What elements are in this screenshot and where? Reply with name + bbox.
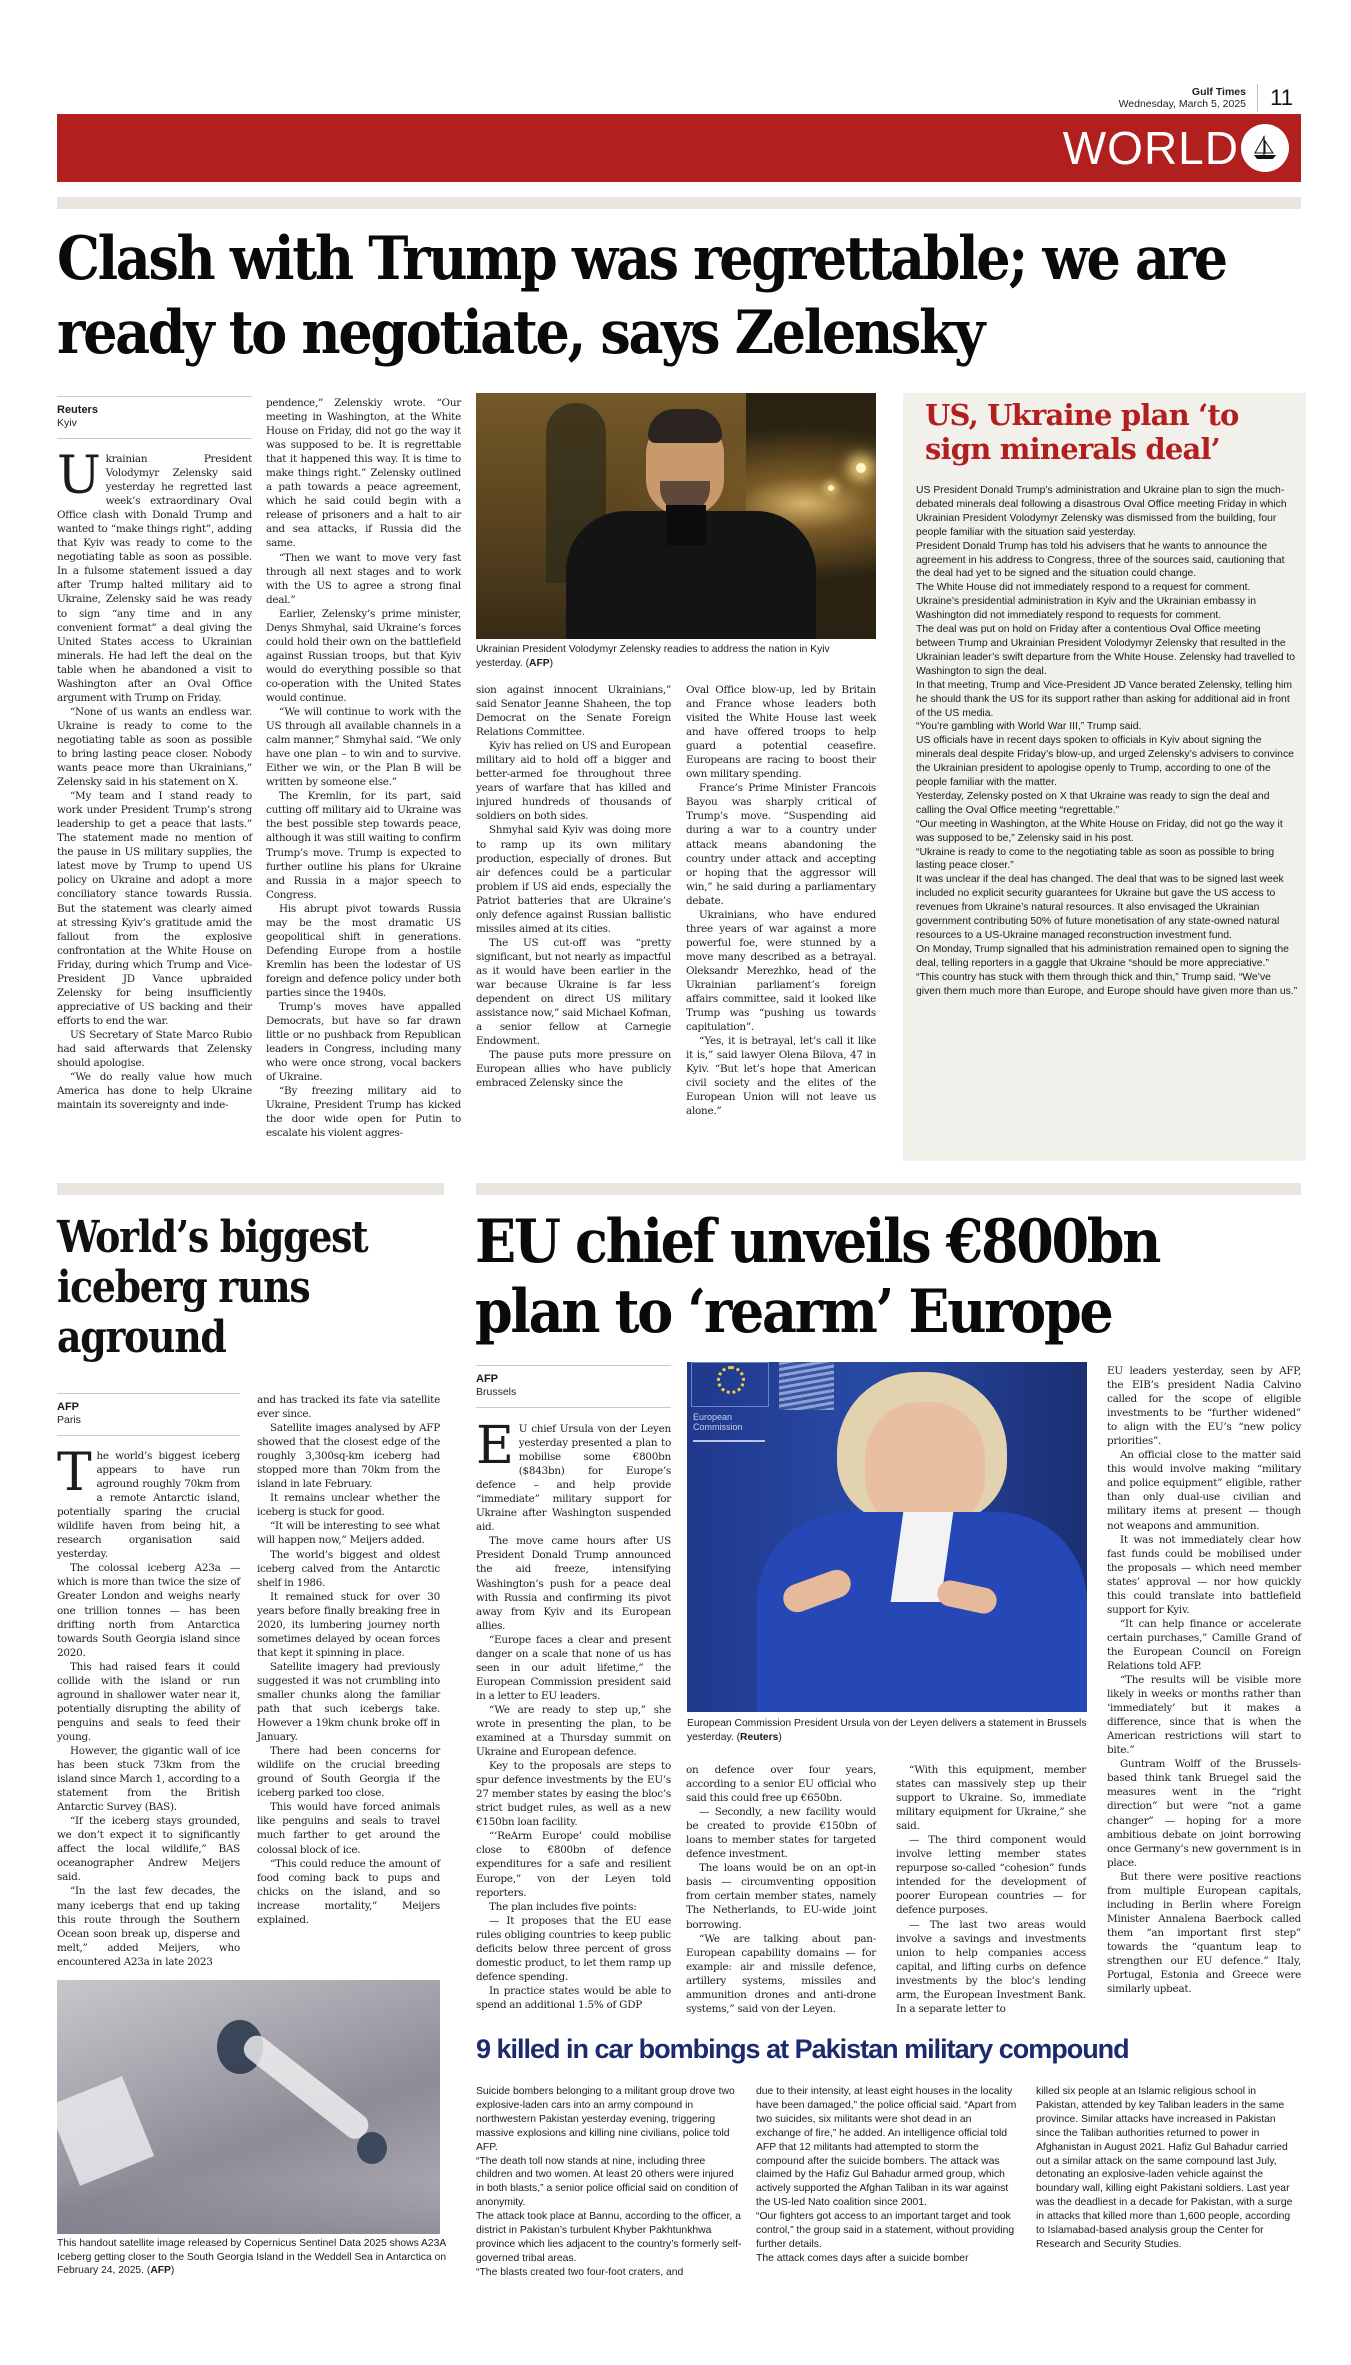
paragraph: “Then we want to move very fast through all next stages and to work with the US to agree a strong final deal.” bbox=[266, 551, 461, 606]
paragraph: Kyiv has relied on US and European military aid to hold off a bigger and better-armed foe throughout three years of warfare that has killed and injured hundreds of thousands of soldiers on both sides. bbox=[476, 740, 671, 823]
paragraph: on defence over four years, according to a senior EU official who said this could free up €650bn. bbox=[686, 1764, 876, 1805]
paragraph: “Yes, it is betrayal, let’s call it like it is,” said lawyer Olena Bilova, 47 in Kyiv. “But let’s hope that American civil society and the elites of the European Union will not leave us alone.” bbox=[686, 1035, 876, 1118]
byline-dateline: Kyiv bbox=[57, 417, 77, 429]
paragraph: “We will continue to work with the US through all available channels in a calm manner,” Shmyhal said. “We only have one plan – to win and to survive. Either we win, or the Plan B will be written by someone else.” bbox=[266, 706, 461, 789]
photo-credit: AFP bbox=[150, 2265, 171, 2276]
paragraph: — It proposes that the EU ease rules obliging countries to keep public deficits below three percent of gross domestic product, to let them ramp up defence spending. bbox=[476, 1914, 671, 1983]
paragraph: The world’s biggest and oldest iceberg calved from the Antarctic shelf in 1986. bbox=[257, 1548, 440, 1589]
byline-dateline: Brussels bbox=[476, 1386, 517, 1398]
paragraph: It remains unclear whether the iceberg is stuck for good. bbox=[257, 1492, 440, 1519]
zelensky-column-3 bbox=[476, 683, 671, 1090]
paragraph: The attack took place at Bannu, according to the officer, a district in Pakistan’s turbulent Khyber Pakhtunkhwa province which lies adjacent to the country’s formerly self-governed tribal areas. bbox=[476, 2211, 742, 2264]
paragraph: “If the iceberg stays grounded, we don’t expect it to significantly affect the local wildlife,” BAS oceanographer Andrew Meijers said. bbox=[57, 1815, 240, 1884]
paragraph: His abrupt pivot towards Russia may be the most dramatic US geopolitical shift in generations. Defending Europe from a hostile Kremlin has been the lodestar of US foreign and defence policy under both parties since the 1940s. bbox=[266, 902, 461, 999]
paragraph: “By freezing military aid to Ukraine, President Trump has kicked the door wide open for Putin to escalate his violent aggres- bbox=[266, 1085, 461, 1140]
paragraph: Ukrainians, who have endured three years of war against a more powerful foe, were stunned by a move many described as a betrayal. Oleksandr Merezhko, head of the Ukrainian parliament’s foreign affairs committee, said it looked like Trump was “pushing us towards capitulation”. bbox=[686, 908, 876, 1034]
paragraph: On Monday, Trump signalled that his administration remained open to signing the deal, telling reporters in a gaggle that Ukraine “should be more appreciative.” bbox=[916, 943, 1289, 969]
paragraph: In that meeting, Trump and Vice-President JD Vance berated Zelensky, telling him he should thank the US for its support rather than asking for additional aid in front of the US media. bbox=[916, 679, 1292, 719]
paragraph: In practice states would be able to spend an additional 1.5% of GDP bbox=[476, 1984, 671, 2011]
von-der-leyen-photo bbox=[687, 1362, 1087, 1712]
dhow-boat-icon bbox=[1241, 124, 1289, 172]
paragraph: “Europe faces a clear and present danger on a scale that none of us has seen in our adult lifetime,” the European Commission president said in a letter to EU leaders. bbox=[476, 1633, 671, 1702]
paragraph: Satellite images analysed by AFP showed that the closest edge of the roughly 3,300sq-km iceberg had stopped more than 70km from the island in late February. bbox=[257, 1422, 440, 1491]
text-span: U chief Ursula von der Leyen yesterday presented a plan to mobilise some €800bn ($843bn) for Europe’s defence – and help provide “immediate” military support for Ukraine after Washington suspended aid. bbox=[476, 1423, 671, 1534]
section-rule bbox=[57, 197, 1301, 209]
paragraph: The colossal iceberg A23a — which is more than twice the size of Greater London and weighs nearly one trillion tonnes — has been drifting north from Antarctica towards South Georgia island since 2020. bbox=[57, 1562, 240, 1659]
eu-headline: EU chief unveils €800bn plan to ‘rearm’ Europe bbox=[475, 1207, 1160, 1347]
paragraph: There had been concerns for wildlife on the crucial breeding ground of South Georgia if the iceberg parked too close. bbox=[257, 1745, 440, 1800]
paragraph: Oval Office blow-up, led by Britain and France whose leaders both visited the White House last week and have offered troops to help guard a potential ceasefire. Europeans are racing to boost their own military spending. bbox=[686, 684, 876, 781]
paragraph: Suicide bombers belonging to a militant group drove two explosive-laden cars into an army compound in northwestern Pakistan yesterday evening, triggering massive explosions and killing nine civilians, police told AFP. bbox=[476, 2086, 735, 2153]
eu-column-2 bbox=[686, 1763, 876, 2016]
paragraph: US President Donald Trump’s administration and Ukraine plan to sign the much-debated minerals deal following a disastrous Oval Office meeting Friday in which Ukrainian President Volodymyr Zelensky was dismissed from the building, four people familiar with the situation said yesterday. bbox=[916, 485, 1287, 538]
paragraph: The attack comes days after a suicide bomber bbox=[756, 2252, 969, 2264]
pakistan-column-3 bbox=[1036, 2085, 1301, 2252]
eu-column-1 bbox=[476, 1416, 671, 2012]
paragraph: “We are ready to step up,” she wrote in presenting the plan, to be examined at a Thursday summit on Ukraine and European defence. bbox=[476, 1703, 671, 1759]
paragraph: and has tracked its fate via satellite ever since. bbox=[257, 1394, 440, 1421]
paragraph: US Secretary of State Marco Rubio had said afterwards that Zelensky should apologise. bbox=[57, 1028, 252, 1070]
text-span: Ukrainian President Volodymyr Zelensky readies to address the nation in Kyiv yesterday. bbox=[476, 644, 830, 669]
byline-agency: Reuters bbox=[57, 404, 98, 416]
iceberg-column-1 bbox=[57, 1443, 240, 1969]
iceberg-satellite-photo bbox=[57, 1980, 440, 2234]
pakistan-column-2 bbox=[756, 2085, 1018, 2266]
text-span: European Commission President Ursula von der Leyen delivers a statement in Brussels yesterday. bbox=[687, 1718, 1087, 1743]
paragraph: sion against innocent Ukrainians,” said Senator Jeanne Shaheen, the top Democrat on the Senate Foreign Relations Committee. bbox=[476, 684, 671, 739]
zelensky-column-1 bbox=[57, 446, 252, 1112]
paragraph: Ukraine’s presidential administration in Kyiv and the Ukrainian embassy in Washington did not immediately respond to requests for comment. bbox=[916, 596, 1256, 622]
paragraph: It was unclear if the deal has changed. The deal that was to be signed last week included no explicit security guarantees for Ukraine but gave the US access to revenues from Ukraine’s natural resources. It also envisaged the Ukrainian government contributing 50% of future monetisation of any state-owned natural resources to a US-Ukraine managed reconstruction investment fund. bbox=[916, 874, 1284, 941]
paragraph: “You’re gambling with World War III,” Trump said. bbox=[916, 721, 1142, 733]
drop-cap: T bbox=[57, 1443, 92, 1503]
paragraph: “This could reduce the amount of food coming back to pups and chicks on the island, and so increase mortality,” Meijers explained. bbox=[257, 1857, 440, 1926]
paragraph: The US cut-off was “pretty significant, but not nearly as impactful as it would have been earlier in the war because Ukraine is far less dependent on direct US military assistance now,” said Michael Kofman, a senior fellow at Carnegie Endowment. bbox=[476, 936, 671, 1048]
eu-byline bbox=[476, 1365, 671, 1408]
paragraph: The pause puts more pressure on European allies who have publicly embraced Zelensky since the bbox=[476, 1049, 671, 1090]
paragraph: The deal was put on hold on Friday after a contentious Oval Office meeting between Trump and Ukrainian President Volodymyr Zelensky that resulted in the Ukrainian leader’s swift departure from the White House. Zelensky had travelled to Washington to sign the deal. bbox=[916, 624, 1296, 677]
zelensky-column-4 bbox=[686, 683, 876, 1118]
byline-agency: AFP bbox=[57, 1401, 79, 1413]
paragraph: — Secondly, a new facility would be created to provide €150bn of loans to member states for targeted defence investment. bbox=[686, 1806, 876, 1861]
paragraph: “This country has stuck with them through thick and thin,” Trump said. “We’ve given them much more than Europe, and Europe should have given more than us.” bbox=[916, 971, 1298, 997]
paragraph: The move came hours after US President Donald Trump announced the aid freeze, intensifying Washington’s push for a peace deal with Russia and confirming its pivot away from Kyiv and its European allies. bbox=[476, 1535, 671, 1632]
iceberg-byline bbox=[57, 1393, 240, 1436]
text-span: he world’s biggest iceberg appears to have run aground roughly 70km from a remote Antarctic island, potentially sparing the crucial wildlife haven from being hit, a research organisation said yesterday. bbox=[57, 1450, 240, 1561]
paragraph: France’s Prime Minister Francois Bayou was sharply critical of Trump’s move. “Suspending aid during a war to a country under attack means abandoning the country under attack and accepting or hoping that the aggressor will win,” he said during a parliamentary debate. bbox=[686, 782, 876, 907]
paragraph: “We are talking about pan-European capability domains — for example: air and missile defence, artillery systems, missiles and ammunition drones and anti-drone systems,” said von der Leyen. bbox=[686, 1932, 876, 2015]
paper-name: Gulf Times bbox=[1191, 86, 1246, 98]
paragraph: The Kremlin, for its part, said cutting off military aid to Ukraine was the best possible step towards peace, although it was still waiting to confirm Trump’s move. Trump is expected to further outline his plans for Ukraine and Russia in a major speech to Congress. bbox=[266, 790, 461, 901]
paragraph: “In the last few decades, the many icebergs that end up taking this route through the Southern Ocean soon break up, disperse and melt,” added Meijers, who encountered A23a in late 2023 bbox=[57, 1885, 240, 1968]
paragraph: The White House did not immediately respond to a request for comment. bbox=[916, 582, 1251, 594]
paragraph: “It can help finance or accelerate certain purchases,” Camille Grand of the European Council on Foreign Relations told AFP. bbox=[1107, 1617, 1301, 1672]
eu-rule bbox=[476, 1183, 1301, 1195]
section-label: WORLD bbox=[1062, 122, 1239, 174]
drop-cap: U bbox=[57, 446, 101, 506]
paragraph bbox=[57, 1443, 240, 1561]
byline-dateline: Paris bbox=[57, 1414, 81, 1426]
byline-agency: AFP bbox=[476, 1373, 498, 1385]
paragraph: “‘ReArm Europe’ could mobilise close to €800bn of defence expenditures for a safe and resilient Europe,” von der Leyen told reporters. bbox=[476, 1830, 671, 1899]
zelensky-photo bbox=[476, 393, 876, 639]
eu-column-3 bbox=[896, 1763, 1086, 2016]
iceberg-rule bbox=[57, 1183, 444, 1195]
masthead-meta bbox=[1119, 86, 1246, 110]
paragraph: — The last two areas would involve a savings and investments union to help companies access capital, and lifting curbs on defence investments by the bloc’s lending arm, the European Investment Bank. In a separate letter to bbox=[896, 1918, 1086, 2015]
paragraph: However, the gigantic wall of ice has been stuck 73km from the island since March 1, according to a statement from the British Antarctic Survey (BAS). bbox=[57, 1744, 240, 1814]
paragraph: “Our fighters got access to an important target and took control,” the group said in a statement, without providing further details. bbox=[756, 2211, 1015, 2250]
pakistan-column-1 bbox=[476, 2085, 744, 2280]
paragraph: “The death toll now stands at nine, including three children and two women. At least 20 others were injured in both blasts,” a senior police official said on condition of anonymity. bbox=[476, 2155, 739, 2209]
paragraph: killed six people at an Islamic religious school in Pakistan, attended by key Taliban leaders in the same province. Similar attacks have increased in Pakistan since the Taliban authorities returned to power in Afghanistan in August 2021. Hafiz Gul Bahadur carried out a similar attack on the same compound last July, detonating an explosive-laden vehicle against the boundary wall, killing eight Pakistani soldiers. Last year was the deadliest in a decade for Pakistan, with a surge in attacks that killed more than 1,600 people, according to Islamabad-based analysis group the Center for Research and Security Studies. bbox=[1036, 2086, 1293, 2250]
paragraph: The loans would be on an opt-in basis — circumventing opposition from certain member states, namely The Netherlands, to EU-wide joint borrowing. bbox=[686, 1862, 876, 1931]
zelensky-photo-caption: Ukrainian President Volodymyr Zelensky readies to address the nation in Kyiv yesterday. (AFP) bbox=[476, 644, 830, 669]
zelensky-byline bbox=[57, 396, 252, 439]
paragraph: President Donald Trump has told his advisers that he wants to announce the agreement in his address to Congress, three of the sources said, cautioning that the deal had yet to be signed and the situation could change. bbox=[916, 540, 1285, 580]
paragraph: “With this equipment, member states can massively step up their support to Ukraine. So, immediate military equipment for Ukraine,” she said. bbox=[896, 1764, 1086, 1833]
photo-credit: Reuters bbox=[740, 1731, 779, 1743]
zelensky-column-2 bbox=[266, 396, 461, 1140]
paragraph: “Our meeting in Washington, at the White House on Friday, did not go the way it was supposed to be,” Zelensky said in his post. bbox=[916, 818, 1283, 844]
paragraph: “It will be interesting to see what will happen now,” Meijers added. bbox=[257, 1520, 440, 1547]
issue-date: Wednesday, March 5, 2025 bbox=[1118, 98, 1246, 110]
paragraph: Trump’s moves have appalled Democrats, but have so far drawn little or no pushback from Republican leaders in Congress, including many who were once strong, vocal backers of Ukraine. bbox=[266, 1001, 461, 1084]
paragraph: EU leaders yesterday, seen by AFP, the EIB’s president Nadia Calvino called for the scope of eligible investments to be “further widened” to align with the EU’s “new policy priorities”. bbox=[1107, 1365, 1301, 1448]
paragraph: But there were positive reactions from multiple European capitals, including in Berlin where Foreign Minister Annalena Baerbock called them “an important first step” towards the “quantum leap to strengthen our EU defence.” Italy, Portugal, Estonia and Greece were similarly upbeat. bbox=[1107, 1870, 1301, 1996]
paragraph: Yesterday, Zelensky posted on X that Ukraine was ready to sign the deal and calling the Oval Office meeting “regrettable.” bbox=[916, 790, 1270, 816]
paragraph: “Ukraine is ready to come to the negotiating table as soon as possible to bring lasting peace closer.” bbox=[916, 846, 1275, 872]
paragraph: “We do really value how much America has done to help Ukraine maintain its sovereignty and inde- bbox=[57, 1071, 252, 1112]
paragraph bbox=[57, 446, 252, 705]
page-number: 11 bbox=[1257, 84, 1293, 112]
paragraph: “My team and I stand ready to work under President Trump’s strong leadership to get a peace that lasts.” The statement made no mention of the pause in US military supplies, the latest move by Trump to upend US policy on Ukraine and adopt a more conciliatory stance towards Russia. But the statement was clearly aimed at stressing Kyiv’s gratitude amid the fallout from the explosive confrontation at the White House on Friday, during which Trump and Vice-President JD Vance upbraided Zelensky for being insufficiently appreciative of US backing and their efforts to end the war. bbox=[57, 790, 252, 1027]
paragraph: It was not immediately clear how fast funds could be mobilised under the proposals — which need member states’ approval — nor how quickly this could translate into battlefield support for Kyiv. bbox=[1107, 1533, 1301, 1616]
iceberg-headline: World’s biggest iceberg runs aground bbox=[57, 1212, 368, 1363]
minerals-body bbox=[916, 484, 1298, 999]
paragraph: It remained stuck for over 30 years before finally breaking free in 2020, its lumbering journey north sometimes delayed by ocean forces that kept it spinning in place. bbox=[257, 1590, 440, 1659]
eu-column-4 bbox=[1107, 1364, 1301, 1996]
paragraph: Key to the proposals are steps to spur defence investments by the EU’s 27 member states by easing the bloc’s strict budget rules, as well as a new €150bn loan facility. bbox=[476, 1760, 671, 1829]
paragraph bbox=[476, 1416, 671, 1534]
paragraph: — The third component would involve letting member states repurpose so-called “cohesion” funds intended for the development of poorer European countries — for defence purposes. bbox=[896, 1834, 1086, 1917]
paragraph: This had raised fears it could collide with the island or run aground in shallower water near it, potentially disrupting the ability of penguins and seals to feed their young. bbox=[57, 1660, 240, 1743]
lead-headline: Clash with Trump was regrettable; we are ready to negotiate, says Zelensky bbox=[57, 224, 1226, 368]
paragraph: The plan includes five points: bbox=[489, 1900, 637, 1913]
text-span: krainian President Volodymyr Zelensky said yesterday he regretted last week’s extraordinary Oval Office clash with Donald Trump and wanted to “make things right”, adding that Kyiv was ready to come to the negotiating table as soon as possible. In a fulsome statement issued a day after Trump halted military aid to Ukraine, Zelensky said he was ready to sign “any time and in any convenient format” a deal giving the United States access to Ukrainian minerals. He had left the deal on the table when he abandoned a visit to Washington after an Oval Office argument with Trump on Friday. bbox=[57, 453, 252, 704]
paragraph: Satellite imagery had previously suggested it was not crumbling into smaller chunks along the familiar path that such icebergs take. However a 19km chunk broke off in January. bbox=[257, 1660, 440, 1744]
pakistan-headline: 9 killed in car bombings at Pakistan military compound bbox=[476, 2034, 1129, 2064]
paragraph: Shmyhal said Kyiv was doing more to ramp up its own military production, especially of drones. But air defences could be a particular problem if US aid ends, especially the Patriot batteries that are Ukraine’s only defence against Russian ballistic missiles aimed at its cities. bbox=[476, 824, 671, 935]
minerals-headline: US, Ukraine plan ‘to sign minerals deal’ bbox=[925, 398, 1239, 466]
iceberg-column-2 bbox=[257, 1393, 440, 1927]
photo-sign-text: European Commission bbox=[693, 1412, 743, 1432]
eu-photo-caption: European Commission President Ursula von der Leyen delivers a statement in Brussels yesterday. (Reuters) bbox=[687, 1718, 1087, 1743]
paragraph: due to their intensity, at least eight houses in the locality have been damaged,” the police official said. “Apart from two suicides, six militants were shot dead in an exchange of fire,” he added. An intelligence official told AFP that 12 militants had attempted to storm the compound after the suicide bombers. The attack was claimed by the Hafiz Gul Bahadur armed group, which actively supported the Afghan Taliban in its war against the US-led Nato coalition since 2001. bbox=[756, 2086, 1017, 2209]
iceberg-photo-caption: This handout satellite image released by Copernicus Sentinel Data 2025 shows A23A Iceberg getting closer to the South Georgia Island in the Weddell Sea in Antarctica on February 24, 2025. (AFP) bbox=[57, 2238, 447, 2276]
text-span: This handout satellite image released by Copernicus Sentinel Data 2025 shows A23A Iceberg getting closer to the South Georgia Island in the Weddell Sea in Antarctica on February 24, 2025. bbox=[57, 2238, 447, 2276]
paragraph: Guntram Wolff of the Brussels-based think tank Bruegel said the measures went in the “right direction” but were “not a game changer” — hoping for a more ambitious debate on joint borrowing once Germany’s new government is in place. bbox=[1107, 1758, 1301, 1869]
paragraph: This would have forced animals like penguins and seals to travel much farther to get around the colossal block of ice. bbox=[257, 1801, 440, 1856]
paragraph: Earlier, Zelensky’s prime minister, Denys Shmyhal, said Ukraine’s forces could hold their own on the battlefield against Russian troops, but that Kyiv would do everything possible so that co-operation with the United States would continue. bbox=[266, 607, 461, 704]
paragraph: US officials have in recent days spoken to officials in Kyiv about signing the minerals deal despite Friday’s blow-up, and urged Zelensky’s advisers to convince the Ukrainian president to apologise openly to Trump, according to one of the people familiar with the matter. bbox=[916, 735, 1294, 789]
photo-credit: AFP bbox=[529, 657, 550, 669]
paragraph: “The results will be visible more likely in weeks or months rather than ‘immediately’ but it makes a difference, since that is when the American restrictions will start to bite.” bbox=[1107, 1674, 1301, 1757]
paragraph: “None of us wants an endless war. Ukraine is ready to come to the negotiating table as soon as possible to bring lasting peace closer. Nobody wants peace more than Ukrainians,” Zelensky said in his statement on X. bbox=[57, 705, 252, 789]
paragraph: An official close to the matter said this would involve making “military and police equipment” eligible, rather than only dual-use civilian and military items at present — though not weapons and ammunition. bbox=[1107, 1449, 1301, 1532]
paragraph: “The blasts created two four-foot craters, and bbox=[476, 2266, 684, 2278]
drop-cap: E bbox=[476, 1416, 514, 1476]
paragraph: pendence,” Zelenskiy wrote. “Our meeting in Washington, at the White House on Friday, did not go the way it was supposed to be. It is regrettable that it happened this way. It is time to make things right.” Zelensky outlined a path towards a peace agreement, which he said could begin with a release of prisoners and a halt to air and sea attacks, if Russia did the same. bbox=[266, 397, 461, 550]
